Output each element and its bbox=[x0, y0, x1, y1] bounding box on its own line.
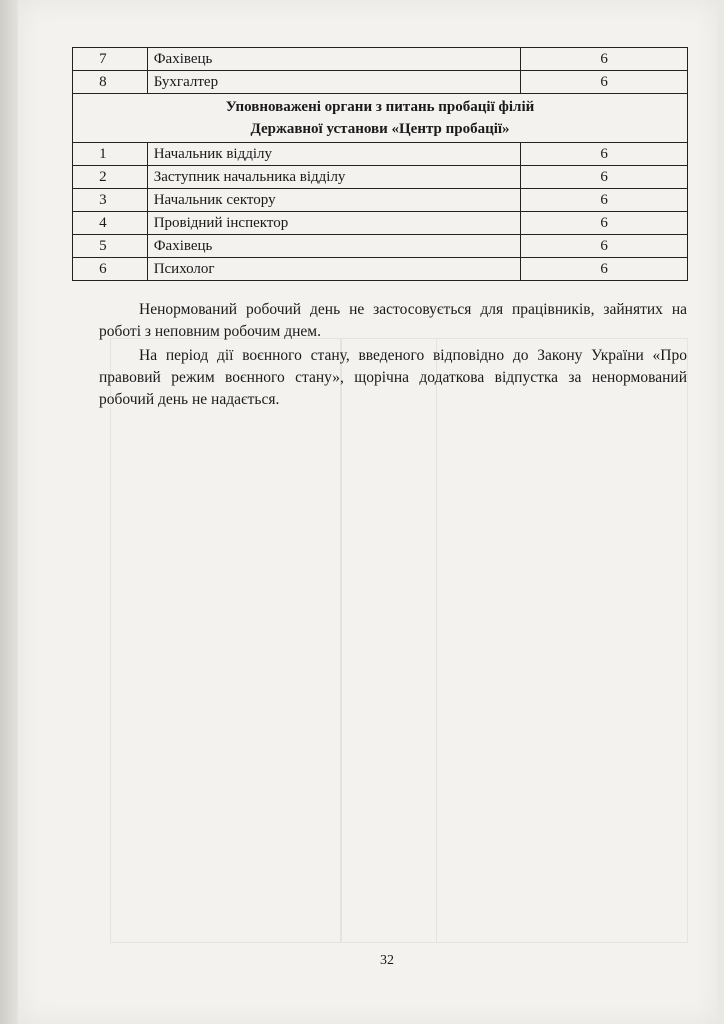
table-row bbox=[73, 143, 688, 166]
row-days: 6 bbox=[521, 189, 688, 212]
row-days: 6 bbox=[521, 212, 688, 235]
section-title-line1: Уповноважені органи з питань пробації філій bbox=[225, 99, 535, 115]
table-row bbox=[73, 189, 688, 212]
row-position: Фахівець bbox=[147, 48, 521, 71]
row-number: 3 bbox=[73, 189, 148, 212]
row-days: 6 bbox=[521, 258, 688, 281]
row-position: Психолог bbox=[147, 258, 521, 281]
table-row bbox=[73, 48, 688, 71]
row-days: 6 bbox=[521, 235, 688, 258]
page-number: 32 bbox=[380, 953, 394, 968]
row-number: 2 bbox=[73, 166, 148, 189]
row-days: 6 bbox=[521, 166, 688, 189]
row-days: 6 bbox=[521, 71, 688, 94]
row-number: 6 bbox=[73, 258, 148, 281]
staff-days-table bbox=[72, 47, 688, 281]
row-position: Фахівець bbox=[147, 235, 521, 258]
row-number: 7 bbox=[73, 48, 148, 71]
row-number: 5 bbox=[73, 235, 148, 258]
section-header-row bbox=[73, 94, 688, 143]
table-row bbox=[73, 212, 688, 235]
row-position: Заступник начальника відділу bbox=[147, 166, 521, 189]
section-title-line2: Державної установи «Центр пробації» bbox=[250, 121, 510, 137]
table-row bbox=[73, 258, 688, 281]
section-title bbox=[73, 94, 688, 143]
row-number: 8 bbox=[73, 71, 148, 94]
table-row bbox=[73, 71, 688, 94]
paragraph-martial-law: На період дії воєнного стану, введеного відповідно до Закону України «Про правовий режим воєнного стану», щорічна додаткова відпустка за ненормований робочий день не надається. bbox=[99, 347, 687, 408]
row-position: Начальник сектору bbox=[147, 189, 521, 212]
row-days: 6 bbox=[521, 48, 688, 71]
row-number: 4 bbox=[73, 212, 148, 235]
row-number: 1 bbox=[73, 143, 148, 166]
paragraph-part-time: Ненормований робочий день не застосовується для працівників, зайнятих на роботі з неповним робочим днем. bbox=[99, 301, 687, 340]
row-position: Начальник відділу bbox=[147, 143, 521, 166]
bleed-through-table bbox=[110, 338, 688, 943]
table-row bbox=[73, 166, 688, 189]
table-row bbox=[73, 235, 688, 258]
row-days: 6 bbox=[521, 143, 688, 166]
page-left-edge bbox=[0, 0, 18, 1024]
row-position: Бухгалтер bbox=[147, 71, 521, 94]
row-position: Провідний інспектор bbox=[147, 212, 521, 235]
